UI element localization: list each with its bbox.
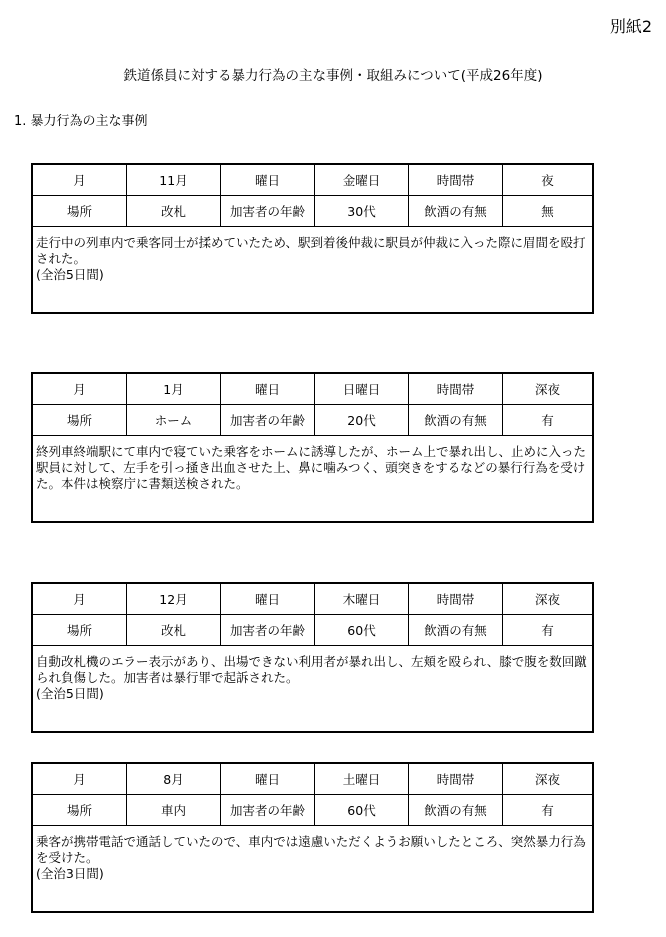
case-row-time <box>33 764 592 795</box>
case-row-detail <box>33 405 592 436</box>
age-value: 20代 <box>315 405 409 435</box>
age-label: 加害者の年齢 <box>221 405 315 435</box>
place-label: 場所 <box>33 795 127 825</box>
place-value: ホーム <box>127 405 221 435</box>
place-value: 車内 <box>127 795 221 825</box>
weekday-label: 曜日 <box>221 764 315 794</box>
alcohol-label: 飲酒の有無 <box>409 615 503 645</box>
timeband-label: 時間帯 <box>409 764 503 794</box>
annex-label: 別紙2 <box>609 17 652 36</box>
timeband-value: 深夜 <box>534 592 560 607</box>
month-label: 月 <box>33 764 127 794</box>
timeband-label: 時間帯 <box>409 374 503 404</box>
month-value: 12月 <box>127 584 221 614</box>
alcohol-value: 有 <box>541 623 554 638</box>
timeband-value: 夜 <box>541 173 554 188</box>
description-text: 乗客が携帯電話で通話していたので、車内では遠慮いただくようお願いしたところ、突然暴力行為を受けた。 <box>36 834 586 865</box>
description-note: (全治5日間) <box>36 686 104 701</box>
timeband-label: 時間帯 <box>409 165 503 195</box>
description-text: 終列車終端駅にて車内で寝ていた乗客をホームに誘導したが、ホーム上で暴れ出し、止めに入った駅員に対して、左手を引っ掻き出血させた上、鼻に噛みつく、頭突きをするなどの暴行行為を受けた。本件は検察庁に書類送検された。 <box>36 444 587 491</box>
case-row-detail <box>33 196 592 227</box>
case-description <box>33 646 592 702</box>
case-table <box>31 582 594 733</box>
alcohol-value: 無 <box>541 204 554 219</box>
case-table <box>31 762 594 913</box>
weekday-label: 曜日 <box>221 165 315 195</box>
alcohol-value: 有 <box>541 413 554 428</box>
description-text: 自動改札機のエラー表示があり、出場できない利用者が暴れ出し、左頬を殴られ、膝で腹を数回蹴られ負傷した。加害者は暴行罪で起訴された。 <box>36 654 587 685</box>
case-table <box>31 163 594 314</box>
case-row-detail <box>33 795 592 826</box>
case-description <box>33 436 592 492</box>
weekday-value: 木曜日 <box>315 584 409 614</box>
age-label: 加害者の年齢 <box>221 196 315 226</box>
weekday-value: 金曜日 <box>315 165 409 195</box>
alcohol-label: 飲酒の有無 <box>409 405 503 435</box>
description-note: (全治5日間) <box>36 267 104 282</box>
month-label: 月 <box>33 374 127 404</box>
document-title: 鉄道係員に対する暴力行為の主な事例・取組みについて(平成26年度) <box>123 68 543 84</box>
age-value: 30代 <box>315 196 409 226</box>
weekday-label: 曜日 <box>221 584 315 614</box>
description-note: (全治3日間) <box>36 866 104 881</box>
case-row-time <box>33 374 592 405</box>
weekday-label: 曜日 <box>221 374 315 404</box>
age-value: 60代 <box>315 795 409 825</box>
place-value: 改札 <box>127 615 221 645</box>
month-value: 8月 <box>127 764 221 794</box>
age-label: 加害者の年齢 <box>221 795 315 825</box>
case-description <box>33 227 592 283</box>
place-label: 場所 <box>33 405 127 435</box>
case-row-detail <box>33 615 592 646</box>
case-row-time <box>33 584 592 615</box>
month-value: 1月 <box>127 374 221 404</box>
timeband-value: 深夜 <box>534 772 560 787</box>
month-label: 月 <box>33 584 127 614</box>
age-label: 加害者の年齢 <box>221 615 315 645</box>
case-description <box>33 826 592 882</box>
case-table <box>31 372 594 523</box>
weekday-value: 日曜日 <box>315 374 409 404</box>
place-label: 場所 <box>33 196 127 226</box>
description-text: 走行中の列車内で乗客同士が揉めていたため、駅到着後仲裁に駅員が仲裁に入った際に眉間を殴打された。 <box>36 235 586 266</box>
case-row-time <box>33 165 592 196</box>
weekday-value: 土曜日 <box>315 764 409 794</box>
place-value: 改札 <box>127 196 221 226</box>
timeband-value: 深夜 <box>534 382 560 397</box>
section-heading: 1. 暴力行為の主な事例 <box>14 114 148 129</box>
alcohol-value: 有 <box>541 803 554 818</box>
month-label: 月 <box>33 165 127 195</box>
place-label: 場所 <box>33 615 127 645</box>
age-value: 60代 <box>315 615 409 645</box>
timeband-label: 時間帯 <box>409 584 503 614</box>
alcohol-label: 飲酒の有無 <box>409 795 503 825</box>
month-value: 11月 <box>127 165 221 195</box>
alcohol-label: 飲酒の有無 <box>409 196 503 226</box>
